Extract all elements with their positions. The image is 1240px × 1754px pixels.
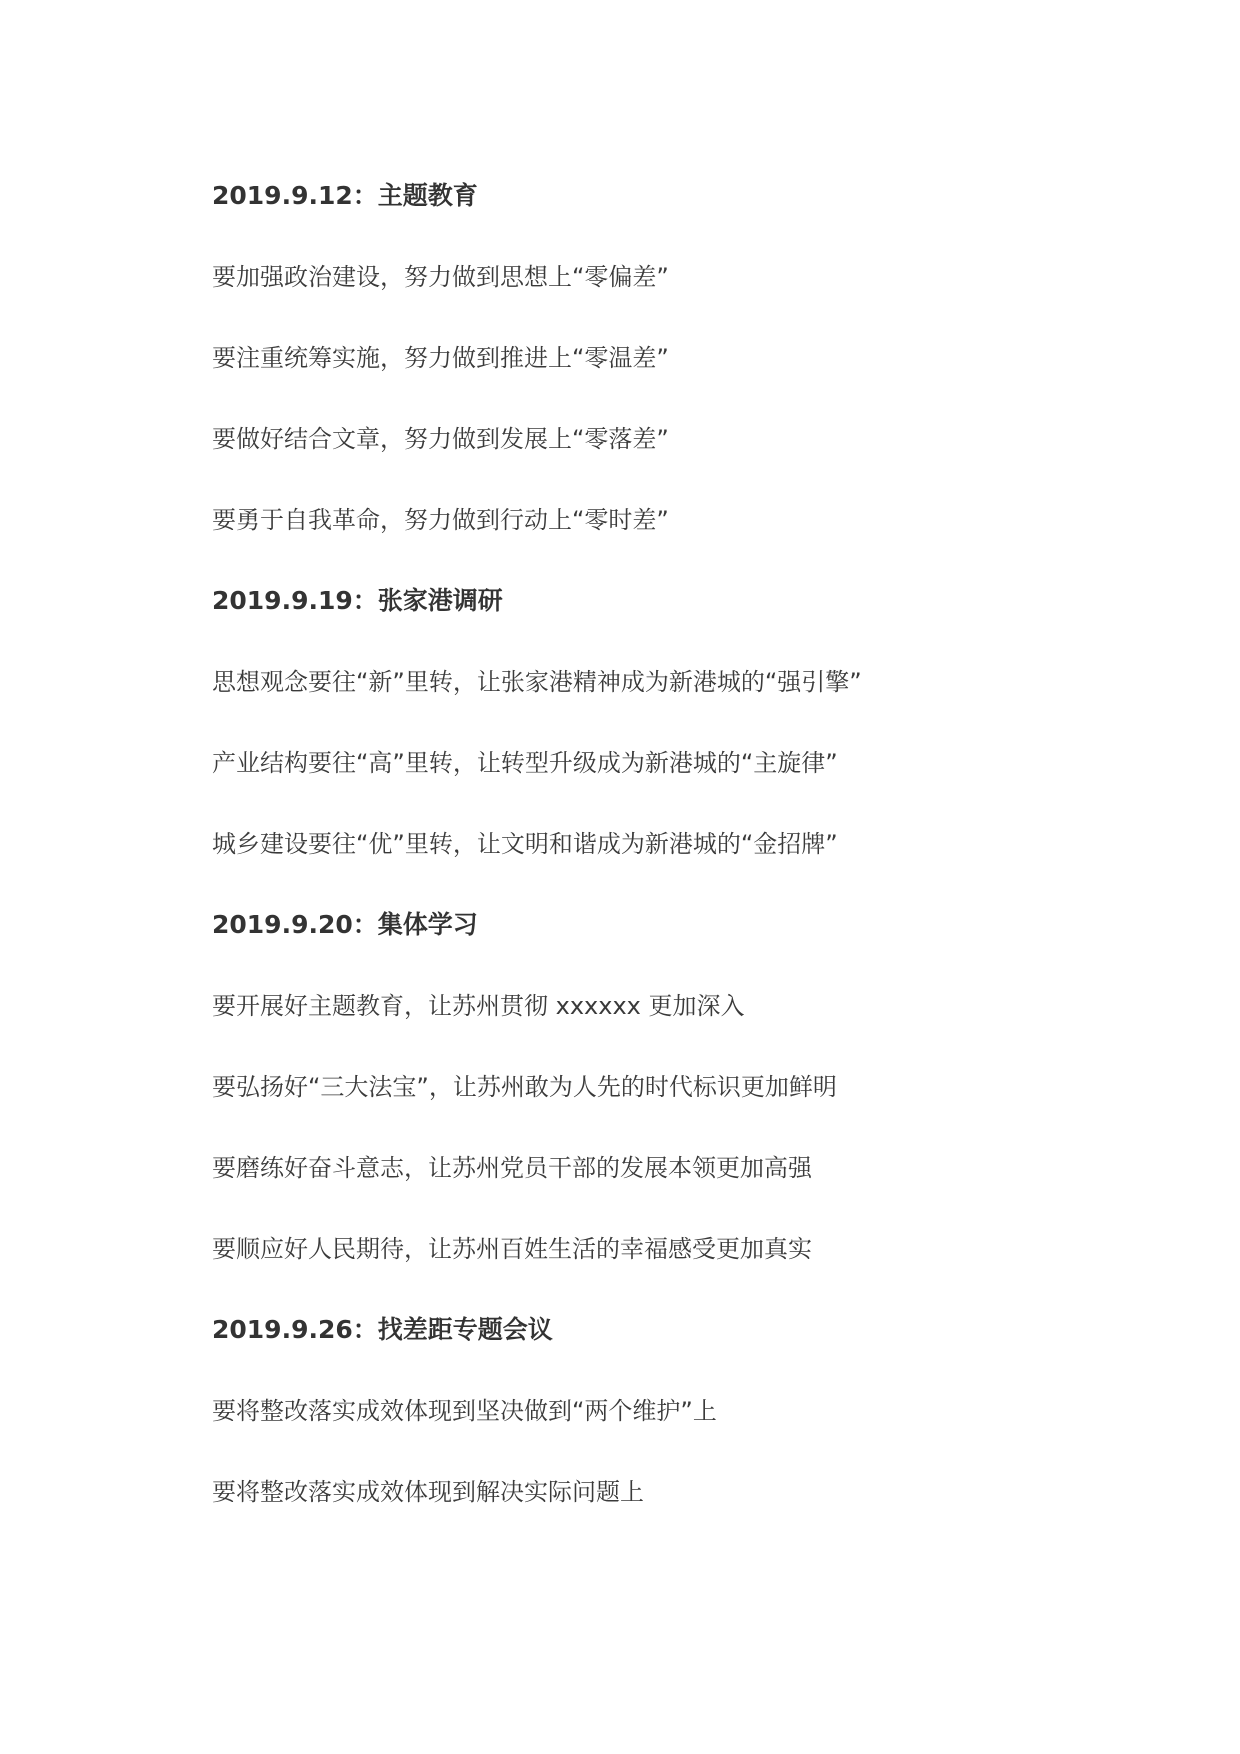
section-heading: 2019.9.20：集体学习 bbox=[212, 910, 478, 939]
body-line: 要勇于自我革命，努力做到行动上“零时差” bbox=[212, 506, 669, 534]
body-line: 要弘扬好“三大法宝”，让苏州敢为人先的时代标识更加鲜明 bbox=[212, 1073, 837, 1101]
body-line: 思想观念要往“新”里转，让张家港精神成为新港城的“强引擎” bbox=[212, 668, 862, 696]
body-line: 要顺应好人民期待，让苏州百姓生活的幸福感受更加真实 bbox=[212, 1235, 812, 1263]
document-content bbox=[212, 172, 1112, 1549]
section-heading: 2019.9.12：主题教育 bbox=[212, 181, 478, 210]
body-line: 要将整改落实成效体现到坚决做到“两个维护”上 bbox=[212, 1397, 717, 1425]
body-line: 产业结构要往“高”里转，让转型升级成为新港城的“主旋律” bbox=[212, 749, 838, 777]
body-line: 要做好结合文章，努力做到发展上“零落差” bbox=[212, 425, 669, 453]
body-line: 要开展好主题教育，让苏州贯彻 xxxxxx 更加深入 bbox=[212, 992, 745, 1020]
body-line: 要磨练好奋斗意志，让苏州党员干部的发展本领更加高强 bbox=[212, 1154, 812, 1182]
body-line: 要加强政治建设，努力做到思想上“零偏差” bbox=[212, 263, 669, 291]
section-heading: 2019.9.19：张家港调研 bbox=[212, 586, 503, 615]
body-line: 要注重统筹实施，努力做到推进上“零温差” bbox=[212, 344, 669, 372]
section-heading: 2019.9.26：找差距专题会议 bbox=[212, 1315, 553, 1344]
body-line: 城乡建设要往“优”里转，让文明和谐成为新港城的“金招牌” bbox=[212, 830, 838, 858]
body-line: 要将整改落实成效体现到解决实际问题上 bbox=[212, 1478, 644, 1506]
